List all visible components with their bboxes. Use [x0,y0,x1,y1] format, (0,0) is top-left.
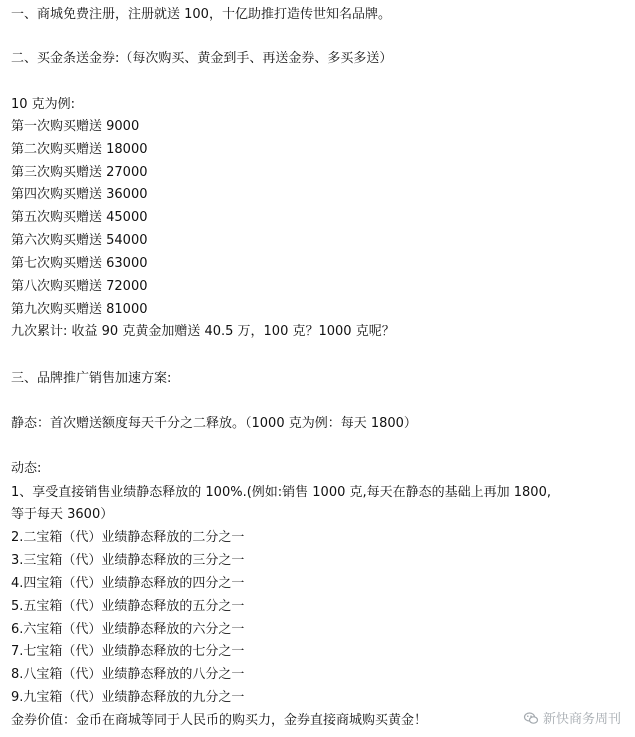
section-one-registration: 一、商城免费注册，注册就送 100，十亿助推打造传世知名品牌。 [11,7,391,22]
purchase-line-5: 第五次购买赠送 45000 [11,210,148,225]
dynamic-item-9: 9.九宝箱（代）业绩静态释放的九分之一 [11,690,245,705]
static-release-line: 静态：首次赠送额度每天千分之二释放。（1000 克为例：每天 1800） [11,416,417,431]
dynamic-item-7: 7.七宝箱（代）业绩静态释放的七分之一 [11,644,245,659]
purchase-line-8: 第八次购买赠送 72000 [11,279,148,294]
dynamic-item-1-continued: 等于每天 3600） [11,507,114,522]
dynamic-heading: 动态: [11,461,42,476]
gold-voucher-value: 金券价值：金币在商城等同于人民币的购买力，金券直接商城购买黄金！ [11,713,428,728]
cumulative-summary: 九次累计: 收益 90 克黄金加赠送 40.5 万，100 克？1000 克呢？ [11,324,395,339]
dynamic-item-5: 5.五宝箱（代）业绩静态释放的五分之一 [11,599,245,614]
wechat-official-account-icon [523,710,539,726]
dynamic-item-3: 3.三宝箱（代）业绩静态释放的三分之一 [11,553,245,568]
watermark-text: 新快商务周刊 [542,712,621,727]
purchase-line-6: 第六次购买赠送 54000 [11,233,148,248]
dynamic-item-2: 2.二宝箱（代）业绩静态释放的二分之一 [11,530,245,545]
dynamic-item-6: 6.六宝箱（代）业绩静态释放的六分之一 [11,622,245,637]
purchase-line-7: 第七次购买赠送 63000 [11,256,148,271]
watermark [523,708,621,727]
dynamic-item-8: 8.八宝箱（代）业绩静态释放的八分之一 [11,667,245,682]
purchase-line-9: 第九次购买赠送 81000 [11,302,148,317]
dynamic-item-1: 1、享受直接销售业绩静态释放的 100%.(例如:销售 1000 克,每天在静态的基础上再加 1800, [11,485,551,500]
purchase-line-4: 第四次购买赠送 36000 [11,187,148,202]
example-heading: 10 克为例: [11,97,76,112]
section-two-heading: 二、买金条送金券:（每次购买、黄金到手、再送金券、多买多送） [11,51,393,66]
purchase-line-2: 第二次购买赠送 18000 [11,142,148,157]
section-three-heading: 三、品牌推广销售加速方案: [11,371,172,386]
dynamic-item-4: 4.四宝箱（代）业绩静态释放的四分之一 [11,576,245,591]
purchase-line-3: 第三次购买赠送 27000 [11,165,148,180]
purchase-line-1: 第一次购买赠送 9000 [11,119,140,134]
